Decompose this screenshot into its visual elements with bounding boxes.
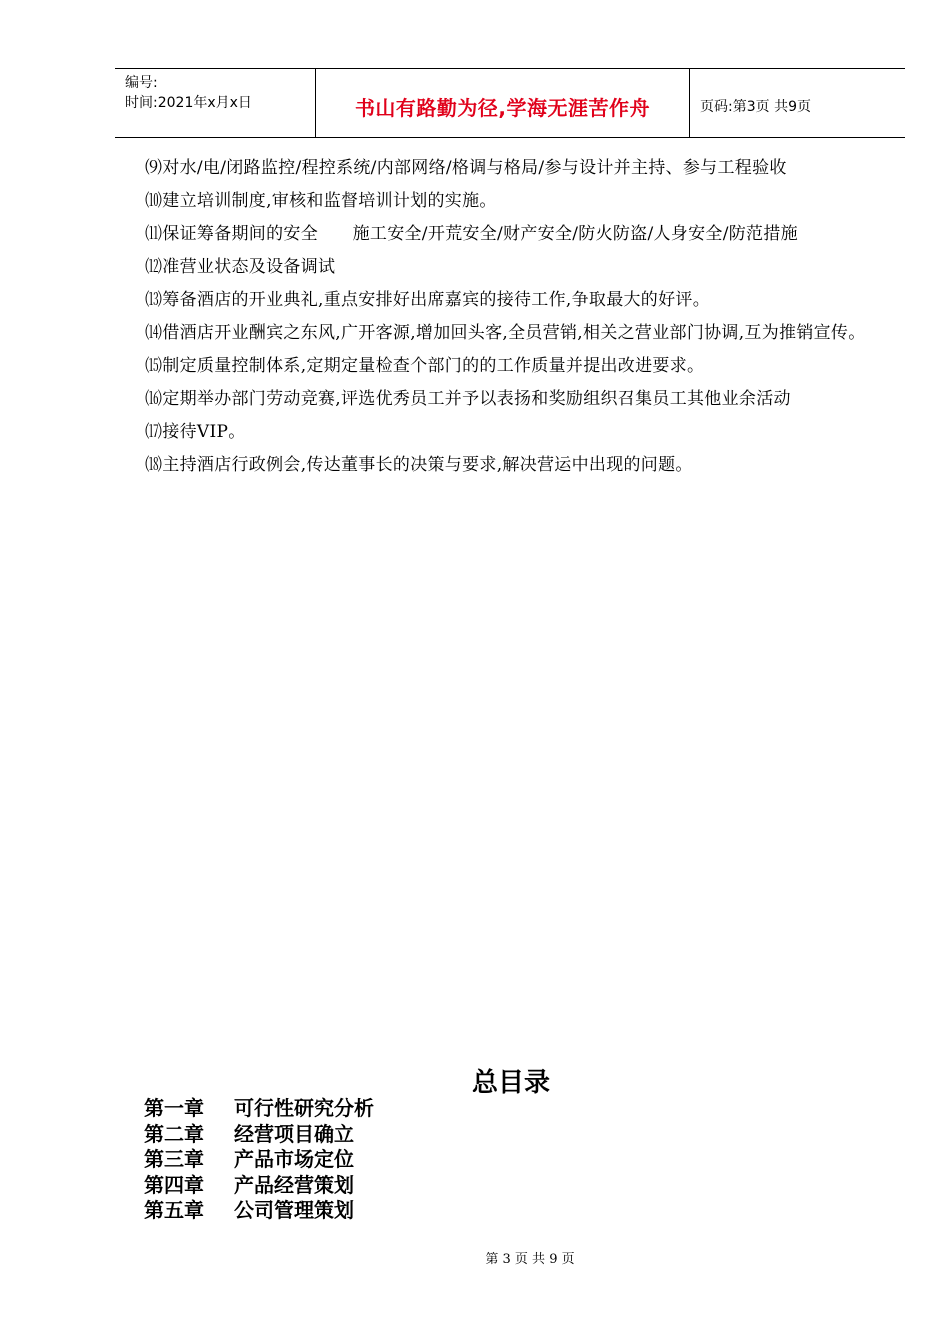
toc-chapter-number: 第二章 bbox=[144, 1121, 204, 1146]
header-meta bbox=[115, 69, 315, 137]
toc-row bbox=[144, 1147, 374, 1173]
toc-row bbox=[144, 1173, 374, 1199]
list-item: ⒃定期举办部门劳动竞赛,评选优秀员工并予以表扬和奖励组织召集员工其他业余活动 bbox=[145, 389, 791, 409]
header-page-label: 页码:第3页 共9页 bbox=[700, 99, 811, 115]
toc-chapter-number: 第四章 bbox=[144, 1172, 204, 1197]
list-item: ⒅主持酒店行政例会,传达董事长的决策与要求,解决营运中出现的问题。 bbox=[145, 455, 693, 475]
toc-chapter-name: 公司管理策划 bbox=[234, 1198, 354, 1222]
motto-text: 书山有路勤为径,学海无涯苦作舟 bbox=[354, 95, 651, 120]
toc-chapter-name: 可行性研究分析 bbox=[234, 1096, 374, 1120]
list-item: ⑼对水/电/闭路监控/程控系统/内部网络/格调与格局/参与设计并主持、参与工程验收 bbox=[145, 158, 787, 178]
list-item: ⒄接待VIP。 bbox=[145, 422, 246, 442]
toc-chapter-name: 产品市场定位 bbox=[234, 1147, 354, 1171]
toc-list bbox=[144, 1096, 374, 1224]
toc-row bbox=[144, 1122, 374, 1148]
toc-chapter-name: 经营项目确立 bbox=[234, 1121, 354, 1146]
toc-row bbox=[144, 1096, 374, 1122]
toc-row bbox=[144, 1198, 374, 1224]
list-item: ⒂制定质量控制体系,定期定量检查个部门的的工作质量并提出改进要求。 bbox=[145, 356, 705, 376]
list-item: ⑽建立培训制度,审核和监督培训计划的实施。 bbox=[145, 191, 497, 211]
toc-chapter-number: 第一章 bbox=[144, 1096, 204, 1120]
toc-title: 总目录 bbox=[471, 1068, 550, 1098]
list-item: ⒁借酒店开业酬宾之东风,广开客源,增加回头客,全员营销,相关之营业部门协调,互为推销宣传。 bbox=[145, 323, 866, 343]
toc-chapter-name: 产品经营策划 bbox=[234, 1172, 354, 1197]
footer-page-number: 第 3 页 共 9 页 bbox=[485, 1252, 575, 1267]
document-number-label: 编号: bbox=[125, 75, 158, 91]
header-motto bbox=[315, 69, 690, 137]
toc-chapter-number: 第五章 bbox=[144, 1198, 204, 1222]
list-item: ⑿准营业状态及设备调试 bbox=[145, 257, 336, 277]
list-item: ⒀筹备酒店的开业典礼,重点安排好出席嘉宾的接待工作,争取最大的好评。 bbox=[145, 290, 711, 310]
page-header bbox=[115, 68, 905, 138]
toc-chapter-number: 第三章 bbox=[144, 1147, 204, 1171]
list-item: ⑾保证筹备期间的安全 施工安全/开荒安全/财产安全/防火防盗/人身安全/防范措施 bbox=[145, 224, 798, 244]
page-footer bbox=[0, 1248, 950, 1267]
duty-list bbox=[145, 152, 890, 482]
document-time-label: 时间:2021年x月x日 bbox=[125, 95, 252, 111]
header-page-info bbox=[690, 69, 905, 137]
